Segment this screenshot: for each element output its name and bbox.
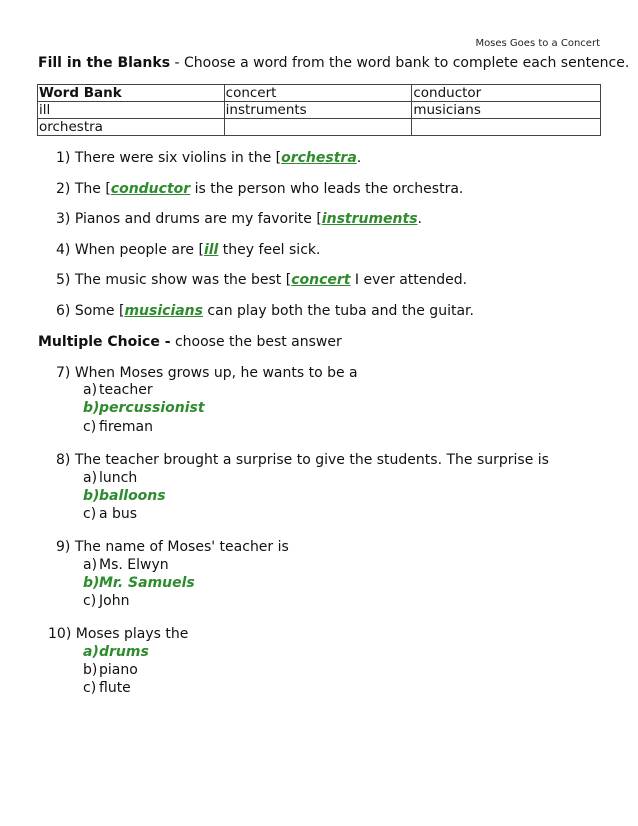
table-cell [412, 119, 601, 136]
table-cell: musicians [412, 102, 601, 119]
question-text-before: Some [ [74, 303, 125, 319]
answer-text: conductor [110, 181, 191, 197]
option-letter: b) [83, 488, 100, 504]
mc-option [83, 419, 153, 435]
option-letter: c) [83, 419, 97, 435]
section-title-instructions: - Choose a word from the word bank to complete each sentence. [170, 55, 630, 71]
table-cell: instruments [224, 102, 412, 119]
document-header: Moses Goes to a Concert [475, 38, 600, 49]
answer-text: orchestra [281, 150, 357, 166]
section-title-bold: Multiple Choice - [38, 334, 171, 350]
question-number: 5) [56, 272, 71, 288]
question-number: 8) [56, 452, 71, 468]
table-row [38, 102, 601, 119]
question-text-after: is the person who leads the orchestra. [190, 181, 464, 197]
question-text-before: There were six violins in the [ [74, 150, 282, 166]
table-cell: orchestra [38, 119, 225, 136]
option-text: percussionist [99, 400, 205, 416]
fill-blank-question-2 [56, 181, 463, 197]
question-number: 3) [56, 211, 71, 227]
section-fill-blanks-title [38, 55, 629, 71]
question-number: 10) [48, 626, 72, 642]
table-cell: ill [38, 102, 225, 119]
section-multiple-choice-title [38, 334, 342, 350]
question-number: 7) [56, 365, 71, 381]
word-bank-table [37, 84, 601, 136]
mc-option-correct [83, 400, 205, 416]
question-number: 4) [56, 242, 71, 258]
question-text-after: . [356, 150, 362, 166]
fill-blank-question-3 [56, 211, 422, 227]
question-text-after: can play both the tuba and the guitar. [202, 303, 474, 319]
option-text: piano [99, 662, 138, 678]
question-text: The teacher brought a surprise to give the students. The surprise is [74, 452, 549, 468]
mc-option [83, 662, 138, 678]
fill-blank-question-1 [56, 150, 361, 166]
option-text: John [99, 593, 130, 609]
mc-question-10 [48, 626, 188, 642]
option-letter: c) [83, 680, 97, 696]
mc-option-correct [83, 488, 166, 504]
table-cell [224, 119, 412, 136]
option-letter: a) [83, 644, 99, 660]
option-text: fireman [99, 419, 153, 435]
mc-option [83, 557, 169, 573]
question-text-after: I ever attended. [350, 272, 468, 288]
mc-option-correct [83, 644, 149, 660]
mc-option [83, 680, 131, 696]
question-text: Moses plays the [75, 626, 189, 642]
answer-text: instruments [321, 211, 418, 227]
question-text-before: When people are [ [74, 242, 204, 258]
mc-option [83, 593, 129, 609]
fill-blank-question-6 [56, 303, 474, 319]
option-text: flute [99, 680, 131, 696]
option-letter: b) [83, 575, 100, 591]
table-cell: concert [224, 85, 412, 102]
option-letter: b) [83, 662, 98, 678]
option-text: drums [99, 644, 149, 660]
answer-text: ill [203, 242, 219, 258]
mc-option [83, 506, 137, 522]
question-number: 1) [56, 150, 71, 166]
mc-question-8 [56, 452, 549, 468]
question-text-after: they feel sick. [218, 242, 321, 258]
question-text-before: Pianos and drums are my favorite [ [74, 211, 322, 227]
option-letter: c) [83, 593, 97, 609]
option-letter: a) [83, 557, 98, 573]
option-letter: b) [83, 400, 100, 416]
mc-option [83, 382, 153, 398]
question-text-after: . [417, 211, 422, 227]
word-bank-header: Word Bank [38, 85, 225, 102]
section-title-instructions: choose the best answer [170, 334, 342, 350]
fill-blank-question-4 [56, 242, 320, 258]
option-text: Mr. Samuels [99, 575, 195, 591]
mc-question-9 [56, 539, 289, 555]
option-letter: c) [83, 506, 97, 522]
mc-question-7 [56, 365, 358, 381]
question-text-before: The [ [74, 181, 111, 197]
answer-text: concert [291, 272, 351, 288]
option-letter: a) [83, 470, 98, 486]
option-text: balloons [99, 488, 166, 504]
option-text: Ms. Elwyn [99, 557, 169, 573]
question-text: When Moses grows up, he wants to be a [74, 365, 358, 381]
question-text-before: The music show was the best [ [74, 272, 292, 288]
question-number: 9) [56, 539, 71, 555]
question-number: 6) [56, 303, 71, 319]
option-text: lunch [99, 470, 138, 486]
question-text: The name of Moses' teacher is [74, 539, 289, 555]
fill-blank-question-5 [56, 272, 467, 288]
mc-option [83, 470, 137, 486]
question-number: 2) [56, 181, 71, 197]
table-row [38, 119, 601, 136]
option-text: teacher [99, 382, 153, 398]
mc-option-correct [83, 575, 195, 591]
table-cell: conductor [412, 85, 601, 102]
section-title-bold: Fill in the Blanks [38, 55, 171, 71]
option-letter: a) [83, 382, 98, 398]
table-row [38, 85, 601, 102]
answer-text: musicians [124, 303, 203, 319]
option-text: a bus [99, 506, 138, 522]
